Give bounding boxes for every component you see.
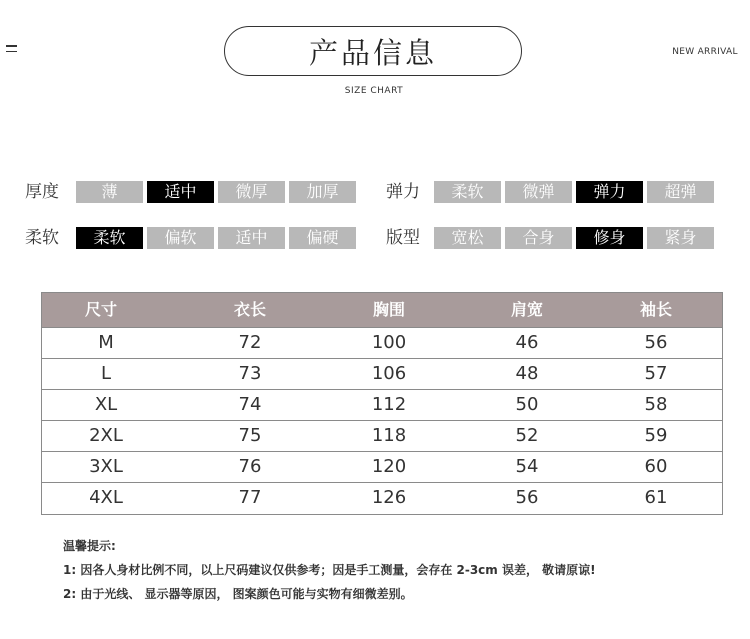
table-cell: 120 [371,456,407,477]
table-header-cell: 衣长 [233,300,266,319]
page-subtitle: SIZE CHART [344,86,404,96]
notes-title: 温馨提示: [63,539,116,553]
table-cell-size: M [98,332,114,353]
table-cell-size: 3XL [89,456,123,477]
option-softness-medium[interactable]: 适中 [218,227,285,249]
option-softness-soft[interactable]: 柔软 [76,227,143,249]
table-cell: 56 [644,332,668,353]
table-header-cell: 袖长 [639,300,672,319]
table-row [42,389,722,420]
size-table [41,292,723,515]
table-cell: 48 [515,363,539,384]
attr-label-elasticity: 弹力 [386,182,420,202]
table-cell-size: L [100,363,112,384]
table-row [42,420,722,451]
option-fit-loose[interactable]: 宽松 [434,227,501,249]
table-cell: 50 [515,394,539,415]
option-elasticity-slight[interactable]: 微弹 [505,181,572,203]
attr-label-softness: 柔软 [25,228,59,248]
table-header-cell: 胸围 [372,300,405,319]
notes-line: 2: 由于光线、 显示器等原因， 图案颜色可能与实物有细微差别。 [63,587,413,601]
table-cell: 61 [644,487,668,508]
table-cell: 112 [371,394,407,415]
table-cell: 60 [644,456,668,477]
option-elasticity-soft[interactable]: 柔软 [434,181,501,203]
table-cell: 76 [238,456,262,477]
table-cell: 57 [644,363,668,384]
table-cell: 75 [238,425,262,446]
option-fit-regular[interactable]: 合身 [505,227,572,249]
notes-line: 1: 因各人身材比例不同，以上尺码建议仅供参考；因是手工测量，会存在 2-3cm 误差， 敬请原谅! [63,563,596,577]
table-cell: 118 [371,425,407,446]
table-header-row [42,293,722,327]
option-fit-tight[interactable]: 紧身 [647,227,714,249]
option-thickness-thick[interactable]: 加厚 [289,181,356,203]
option-thickness-slightly-thick[interactable]: 微厚 [218,181,285,203]
option-elasticity-super[interactable]: 超弹 [647,181,714,203]
table-cell: 52 [515,425,539,446]
table-row [42,327,722,358]
table-cell: 73 [238,363,262,384]
table-cell: 126 [371,487,407,508]
option-softness-slightly-soft[interactable]: 偏软 [147,227,214,249]
option-thickness-thin[interactable]: 薄 [76,181,143,203]
table-cell-size: 4XL [89,487,123,508]
table-cell: 46 [515,332,539,353]
table-cell: 100 [371,332,407,353]
page-title: 产品信息 [224,26,522,76]
new-arrival-tag: NEW ARRIVAL [672,47,738,57]
notes-section [63,538,596,610]
table-row [42,358,722,389]
table-header-cell: 尺寸 [84,300,117,319]
attr-label-thickness: 厚度 [25,182,59,202]
table-cell: 74 [238,394,262,415]
table-cell: 72 [238,332,262,353]
table-cell: 106 [371,363,407,384]
option-softness-firm[interactable]: 偏硬 [289,227,356,249]
table-cell: 56 [515,487,539,508]
option-thickness-medium[interactable]: 适中 [147,181,214,203]
option-elasticity-stretch[interactable]: 弹力 [576,181,643,203]
table-row [42,451,722,482]
table-cell: 59 [644,425,668,446]
option-fit-slim[interactable]: 修身 [576,227,643,249]
table-cell-size: 2XL [89,425,123,446]
table-cell: 77 [238,487,262,508]
hamburger-menu-icon[interactable] [6,45,17,54]
table-cell: 54 [515,456,539,477]
table-cell: 58 [644,394,668,415]
table-header-cell: 肩宽 [510,300,543,319]
table-row [42,482,722,513]
table-cell-size: XL [94,394,118,415]
attr-label-fit: 版型 [386,228,420,248]
